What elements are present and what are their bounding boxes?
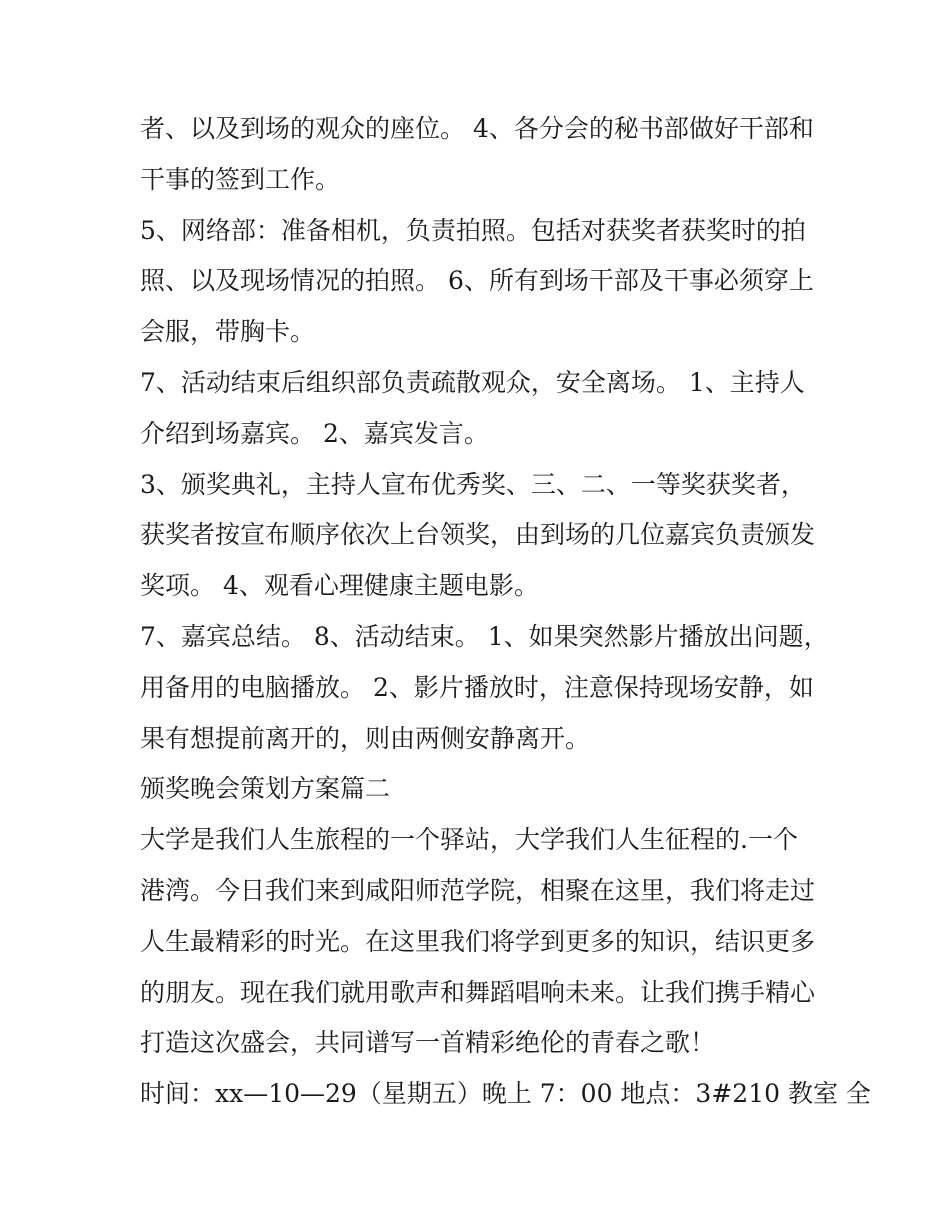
text-line: 照、以及现场情况的拍照。 6、所有到场干部及干事必须穿上 <box>140 266 814 296</box>
text-line: 获奖者按宣布顺序依次上台领奖，由到场的几位嘉宾负责颁发 <box>140 520 816 550</box>
text-line: 5、网络部：准备相机，负责拍照。包括对获奖者获奖时的拍 <box>140 215 806 245</box>
text-line: 介绍到场嘉宾。 2、嘉宾发言。 <box>140 418 489 448</box>
document-body <box>140 104 871 1120</box>
section-heading: 颁奖晚会策划方案篇二 <box>140 774 391 804</box>
text-line: 大学是我们人生旅程的一个驿站，大学我们人生征程的.一个 <box>140 825 798 855</box>
text-line: 者、以及到场的观众的座位。 4、各分会的秘书部做好干部和 <box>140 114 814 143</box>
text-line: 时间：xx—10—29（星期五）晚上 7：00 地点：3#210 教室 全 <box>140 1079 871 1109</box>
text-line: 会服，带胸卡。 <box>140 317 316 347</box>
text-line: 人生最精彩的时光。在这里我们将学到更多的知识，结识更多 <box>140 926 816 956</box>
text-line: 用备用的电脑播放。 2、影片播放时，注意保持现场安静，如 <box>140 672 814 702</box>
text-line: 打造这次盛会，共同谱写一首精彩绝伦的青春之歌！ <box>140 1028 716 1058</box>
text-line: 的朋友。现在我们就用歌声和舞蹈唱响未来。让我们携手精心 <box>140 977 816 1007</box>
text-line: 7、嘉宾总结。 8、活动结束。 1、如果突然影片播放出问题， <box>140 621 829 651</box>
text-line: 干事的签到工作。 <box>140 164 341 194</box>
text-line: 果有想提前离开的，则由两侧安静离开。 <box>140 723 591 753</box>
text-line: 7、活动结束后组织部负责疏散观众，安全离场。 1、主持人 <box>140 367 805 397</box>
text-line: 港湾。今日我们来到咸阳师范学院，相聚在这里，我们将走过 <box>140 875 816 905</box>
text-line: 奖项。 4、观看心理健康主题电影。 <box>140 571 539 601</box>
text-line: 3、颁奖典礼，主持人宣布优秀奖、三、二、一等奖获奖者， <box>140 469 806 499</box>
